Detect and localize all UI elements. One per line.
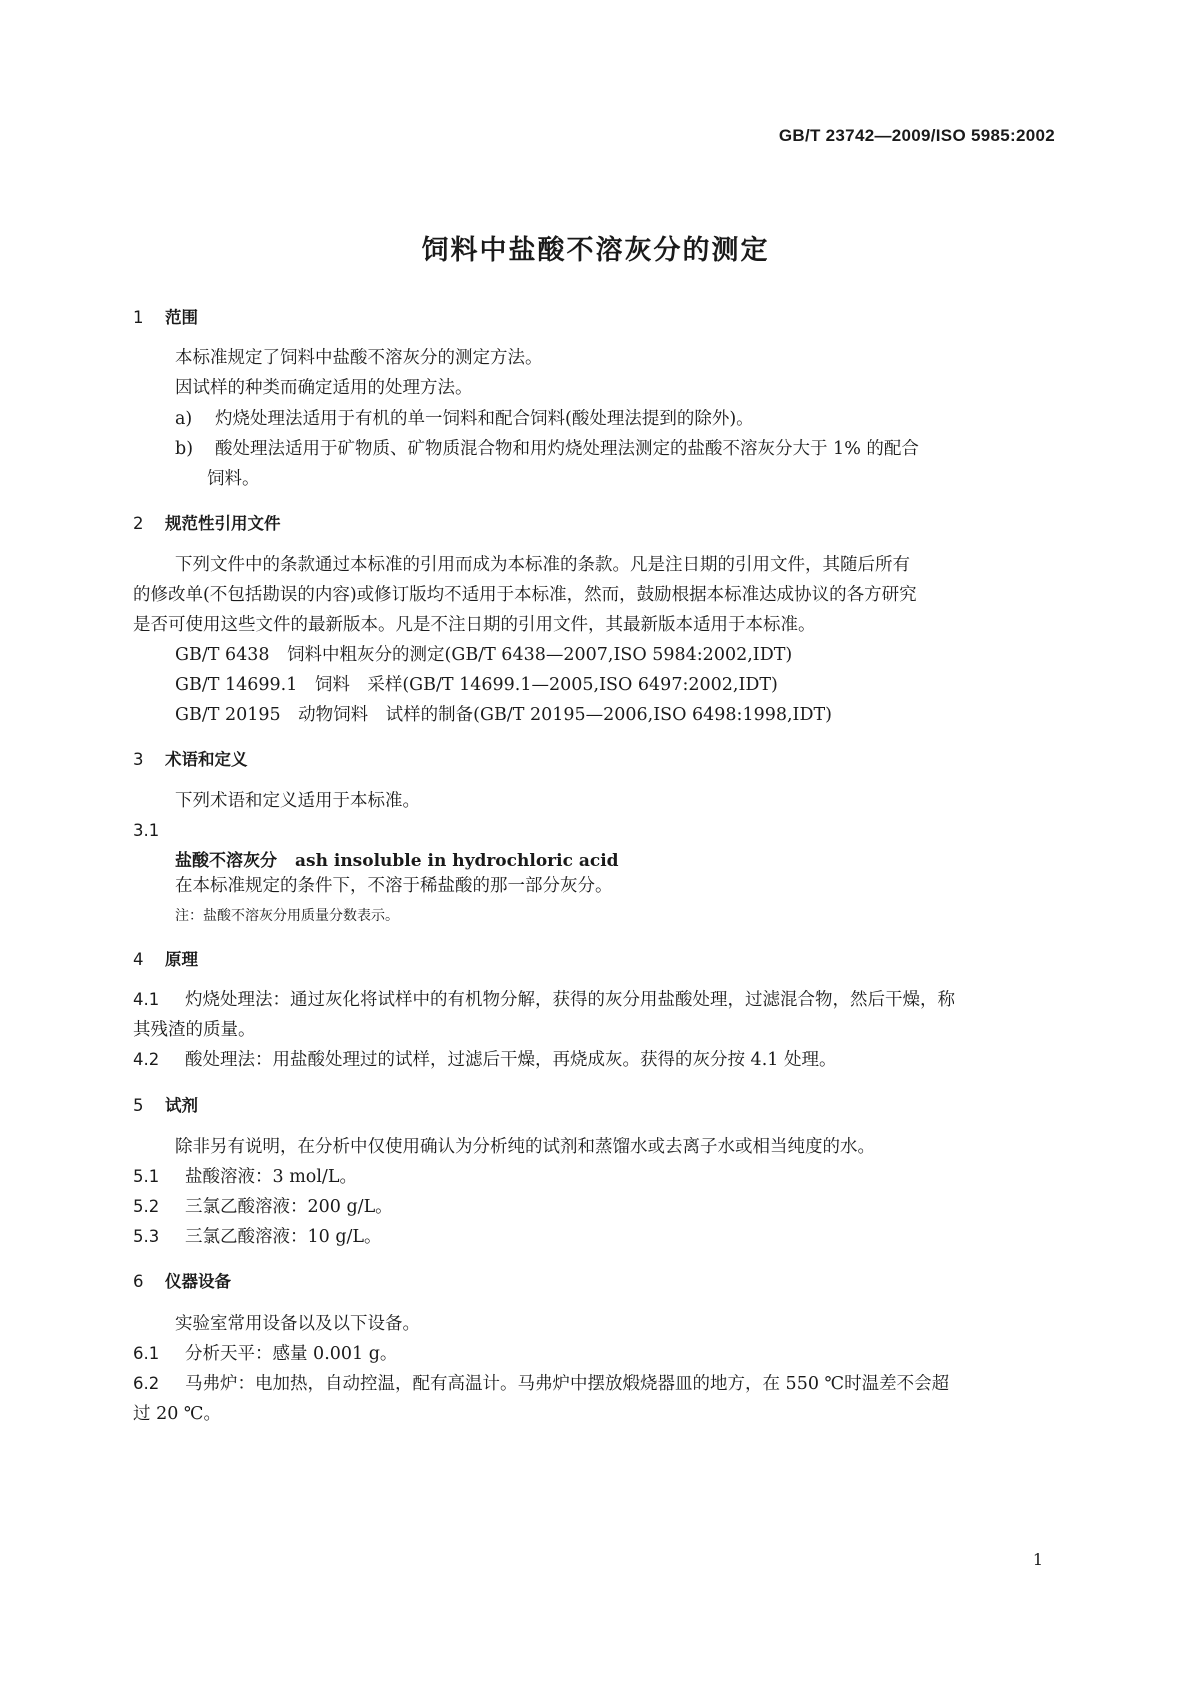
paragraph-line: 的修改单(不包括勘误的内容)或修订版均不适用于本标准，然而，鼓励根据本标准达成协议的各方研究 (133, 585, 917, 605)
clause-number: 5.1 (133, 1167, 160, 1186)
section-6-heading (133, 1268, 231, 1292)
document-title: 饲料中盐酸不溶灰分的测定 (421, 235, 770, 266)
section-title: 术语和定义 (165, 750, 248, 769)
list-text: 灼烧处理法适用于有机的单一饲料和配合饲料(酸处理法提到的除外)。 (215, 409, 754, 429)
term-entry (175, 846, 619, 871)
clause-text: 三氯乙酸溶液：10 g/L。 (185, 1227, 382, 1247)
list-item-b (175, 433, 919, 465)
section-4-heading (133, 946, 198, 970)
clause-4-2 (133, 1044, 836, 1076)
term-english: ash insoluble in hydrochloric acid (295, 851, 619, 871)
clause-number: 6.2 (133, 1374, 160, 1393)
section-5-heading (133, 1092, 198, 1116)
clause-text: 灼烧处理法：通过灰化将试样中的有机物分解，获得的灰分用盐酸处理，过滤混合物，然后干燥，称 (185, 990, 955, 1010)
list-text: 酸处理法适用于矿物质、矿物质混合物和用灼烧处理法测定的盐酸不溶灰分大于 1% 的配合 (215, 439, 919, 459)
clause-6-2 (133, 1368, 949, 1400)
clause-text: 分析天平：感量 0.001 g。 (185, 1344, 398, 1364)
paragraph: 本标准规定了饲料中盐酸不溶灰分的测定方法。 (175, 348, 543, 368)
reference-gb-t-6438: GB/T 6438 饲料中粗灰分的测定(GB/T 6438—2007,ISO 5984:2002,IDT) (175, 645, 793, 665)
clause-6-2-continued: 过 20 ℃。 (133, 1404, 221, 1424)
section-number: 2 (133, 514, 144, 533)
list-marker: a) (175, 409, 193, 429)
clause-text: 马弗炉：电加热，自动控温，配有高温计。马弗炉中摆放煅烧器皿的地方，在 550 ℃时温差不会超 (185, 1374, 950, 1394)
clause-text: 盐酸溶液：3 mol/L。 (185, 1167, 357, 1187)
list-marker: b) (175, 439, 194, 459)
clause-number: 5.3 (133, 1227, 160, 1246)
page-number: 1 (1032, 1550, 1043, 1569)
section-number: 5 (133, 1096, 144, 1115)
clause-5-3 (133, 1221, 382, 1253)
reference-gb-t-20195: GB/T 20195 动物饲料 试样的制备(GB/T 20195—2006,ISO 6498:1998,IDT) (175, 705, 832, 725)
paragraph-line: 是否可使用这些文件的最新版本。凡是不注日期的引用文件，其最新版本适用于本标准。 (133, 615, 816, 635)
section-number: 1 (133, 308, 144, 327)
clause-number: 6.1 (133, 1344, 160, 1363)
section-title: 仪器设备 (165, 1272, 231, 1291)
section-2-heading (133, 510, 281, 534)
term-definition: 在本标准规定的条件下，不溶于稀盐酸的那一部分灰分。 (175, 876, 613, 896)
clause-5-2 (133, 1191, 393, 1223)
section-number: 3 (133, 750, 144, 769)
paragraph: 因试样的种类而确定适用的处理方法。 (175, 378, 473, 398)
paragraph: 下列术语和定义适用于本标准。 (175, 791, 420, 811)
clause-5-1 (133, 1161, 357, 1193)
standard-code-header: GB/T 23742—2009/ISO 5985:2002 (778, 126, 1055, 145)
clause-number: 4.1 (133, 990, 160, 1009)
section-3-heading (133, 746, 248, 770)
clause-number: 4.2 (133, 1050, 160, 1069)
section-title: 规范性引用文件 (165, 514, 281, 533)
paragraph: 实验室常用设备以及以下设备。 (175, 1314, 420, 1334)
term-chinese: 盐酸不溶灰分 (175, 851, 277, 871)
list-item-a (175, 403, 754, 435)
note: 注：盐酸不溶灰分用质量分数表示。 (175, 908, 399, 924)
section-number: 4 (133, 950, 144, 969)
section-title: 范围 (165, 308, 198, 327)
section-title: 原理 (165, 950, 198, 969)
section-1-heading (133, 304, 198, 328)
reference-gb-t-14699-1: GB/T 14699.1 饲料 采样(GB/T 14699.1—2005,ISO 6497:2002,IDT) (175, 675, 778, 695)
clause-4-1 (133, 984, 955, 1016)
clause-6-1 (133, 1338, 397, 1370)
paragraph: 除非另有说明，在分析中仅使用确认为分析纯的试剂和蒸馏水或去离子水或相当纯度的水。 (175, 1137, 875, 1157)
clause-text: 酸处理法：用盐酸处理过的试样，过滤后干燥，再烧成灰。获得的灰分按 4.1 处理。 (185, 1050, 837, 1070)
list-item-b-continued: 饲料。 (207, 469, 260, 489)
clause-number: 5.2 (133, 1197, 160, 1216)
clause-text: 三氯乙酸溶液：200 g/L。 (185, 1197, 393, 1217)
paragraph-line: 下列文件中的条款通过本标准的引用而成为本标准的条款。凡是注日期的引用文件，其随后所有 (175, 555, 910, 575)
subclause-number: 3.1 (133, 821, 160, 840)
clause-4-1-continued: 其残渣的质量。 (133, 1020, 256, 1040)
section-number: 6 (133, 1272, 144, 1291)
section-title: 试剂 (165, 1096, 198, 1115)
